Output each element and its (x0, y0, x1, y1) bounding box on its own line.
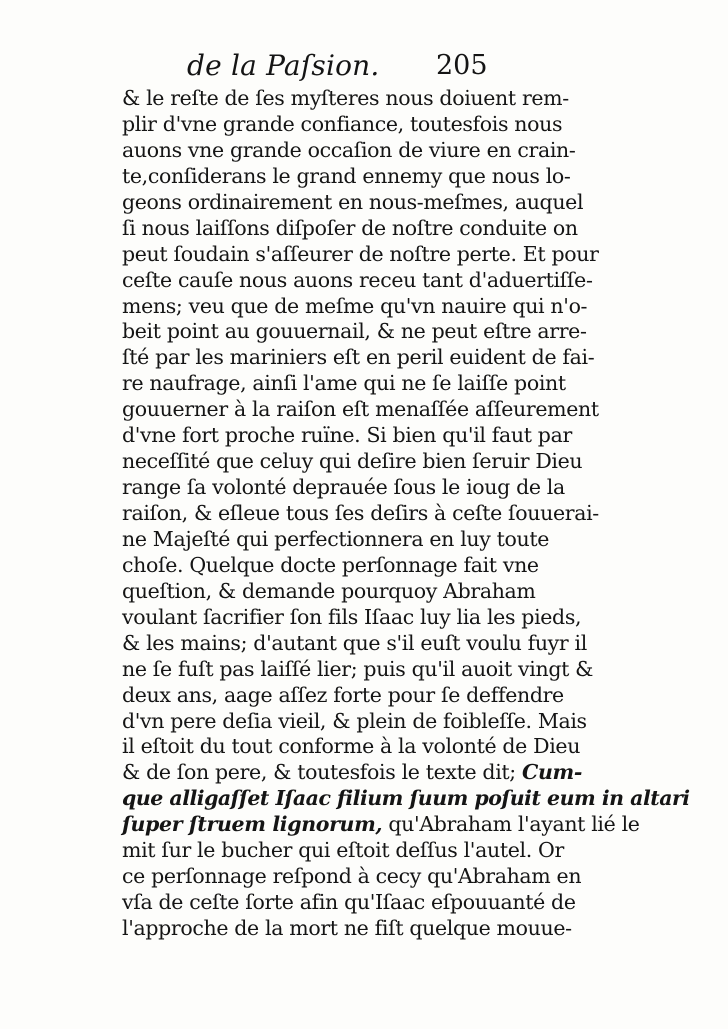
text-line: queſtion, & demande pourquoy Abraham (122, 578, 536, 603)
text-line: mens; veu que de meſme qu'vn nauire qui n'o- (122, 293, 588, 318)
text-segment: qu'Abraham l'ayant lié le (388, 812, 640, 837)
text-line: raiſon, & eſleue tous ſes deſirs à ceſte ſouuerai- (122, 501, 599, 525)
text-line-with-latin (122, 760, 583, 786)
text-line: te,conſiderans le grand ennemy que nous lo- (122, 163, 571, 188)
text-line: & les mains; d'autant que s'il euſt voulu fuyr il (122, 630, 587, 655)
text-line: d'vne fort proche ruïne. Si bien qu'il faut par (122, 423, 572, 448)
text-line-with-latin (122, 812, 640, 838)
text-line: mit ſur le bucher qui eſtoit deſſus l'autel. Or (122, 838, 564, 863)
text-line: ſi nous laiſſons diſpoſer de noſtre conduite on (122, 215, 578, 240)
text-line: & le reſte de ſes myſteres nous doiuent rem- (122, 86, 569, 110)
text-line: peut ſoudain s'aſſeurer de noſtre perte. Et pour (122, 241, 599, 266)
text-line: auons vne grande occaſion de viure en crain- (122, 137, 576, 162)
text-line: neceſſité que celuy qui deſire bien ſeruir Dieu (122, 449, 583, 474)
latin-quote-end: ſuper ſtruem lignorum, (122, 812, 383, 837)
text-line: beit point au gouuernail, & ne peut eſtre arre- (122, 319, 587, 344)
text-line: d'vn pere deſia vieil, & plein de foibleſſe. Mais (122, 708, 587, 733)
text-line: ceſte cauſe nous auons receu tant d'aduertiſſe- (122, 267, 593, 292)
text-line: deux ans, aage aſſez forte pour ſe deffendre (122, 682, 564, 707)
text-line: geons ordinairement en nous-meſmes, auquel (122, 189, 584, 214)
text-line: plir d'vne grande confiance, toutesfois nous (122, 111, 563, 136)
latin-quote-line: que alligaſſet Iſaac filium ſuum poſuit eum in altari (122, 786, 690, 811)
text-line: ne Majeſté qui perfectionnera en luy toute (122, 526, 550, 551)
text-segment: & de ſon pere, & toutesfois le texte dit; (122, 760, 516, 785)
text-line: ce perſonnage reſpond à cecy qu'Abraham en (122, 864, 582, 889)
text-line: voulant ſacrifier ſon fils Iſaac luy lia les pieds, (122, 604, 582, 629)
text-line: vſa de ceſte ſorte afin qu'Iſaac eſpouuanté de (122, 890, 576, 915)
page-number: 205 (436, 50, 488, 81)
text-line: choſe. Quelque docte perſonnage fait vne (122, 552, 539, 577)
text-line: l'approche de la mort ne fiſt quelque mouue- (122, 916, 572, 940)
running-title: de la Paſsion. (187, 49, 380, 82)
text-line: ne ſe fuſt pas laiſſé lier; puis qu'il auoit vingt & (122, 656, 594, 681)
text-line: re naufrage, ainſi l'ame qui ne ſe laiſſe point (122, 371, 566, 396)
body-text (122, 86, 690, 942)
text-line: range ſa volonté deprauée ſous le ioug de la (122, 475, 565, 500)
text-line: ſté par les mariniers eſt en peril euident de fai- (122, 345, 595, 370)
text-line: gouuerner à la raiſon eſt menaſſée aſſeurement (122, 397, 599, 422)
latin-quote-start: Cum- (522, 760, 583, 785)
text-line: il eſtoit du tout conforme à la volonté de Dieu (122, 734, 581, 759)
